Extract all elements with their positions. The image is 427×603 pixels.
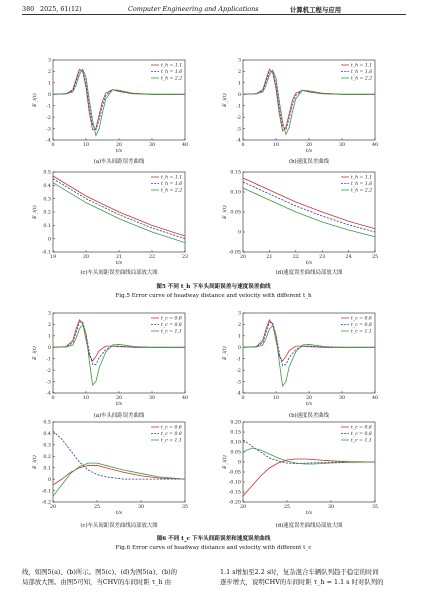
x-tick-label: 30 [137,505,145,510]
y-tick-label: -0.2 [41,500,51,506]
body-line: 局部放大图。由图5可知，当CHV的车间时距 τ_h 由 [22,578,172,586]
y-tick-label: 0.20 [230,420,241,426]
legend-label: t_c = 0.6 [351,316,372,322]
fig6a-svg [32,311,189,407]
x-tick-label: 0 [51,143,55,148]
y-tick-label: -2 [236,115,241,121]
fig5-subcaption-b: (b)速度误差曲线 [288,159,329,165]
fig6c-svg [32,420,189,516]
y-tick-label: 0 [47,345,51,351]
y-tick-label: -0.05 [228,470,241,476]
plot-fig5a [32,58,189,154]
y-tick-label: 0.3 [43,197,51,203]
y-tick-label: -3 [46,127,51,133]
x-tick-label: 0 [51,396,55,401]
x-tick-label: 25 [283,505,291,510]
x-tick-label: 20 [49,505,57,510]
legend-label: t_h = 1.6 [351,182,373,188]
y-tick-label: 2 [237,323,241,329]
plot-fig6c [32,420,189,516]
y-tick-label: -0.10 [228,480,241,486]
journal-title-en: Computer Engineering and Applications [128,5,259,13]
fig6-caption-en: Fig.6 Error curve of headway distance and velocity with different t_c [115,545,312,551]
legend-label: t_h = 2.2 [351,76,373,82]
x-tick-label: 0 [241,396,245,401]
legend-label: t_c = 0.6 [161,316,182,322]
body-line: 线，如图5(a)、(b)所示。图5(c)、(d)为图5(a)、(b)的 [22,568,178,576]
plot-fig6d [222,420,379,516]
y-tick-label: 1 [47,81,51,87]
x-tick-label: 20 [239,505,247,510]
y-tick-label: -3 [46,380,51,386]
x-axis-label: t/s [115,401,123,407]
y-axis-label: E_i(t) [222,93,228,107]
fig5-subcaption-a: (a)车头间距误差曲线 [93,159,145,165]
x-tick-label: 35 [371,505,379,510]
y-axis-label: E_i(t) [32,93,38,107]
x-tick-label: 20 [115,143,123,148]
legend-label: t_c = 0.6 [161,425,182,431]
x-tick-label: 10 [272,396,280,401]
y-tick-label: 0.05 [230,210,241,216]
legend-label: t_h = 2.2 [161,188,183,194]
x-tick-label: 40 [181,396,189,401]
y-tick-label: -2 [46,115,51,121]
fig5-caption-cn: 图5 不同 t_h 下车头间距误差与速度误差曲线 [156,284,271,290]
y-tick-label: 3 [47,58,51,64]
y-tick-label: -4 [236,391,241,397]
fig6-subcaption-c: (c)车头间距误差曲线局部放大图 [80,523,158,529]
x-axis-label: t/s [305,401,313,407]
y-tick-label: 0 [237,92,241,98]
fig6d-svg [222,420,379,516]
running-header [0,0,427,18]
y-tick-label: 0 [237,230,241,236]
plot-fig5d [222,170,379,266]
y-tick-label: 0.4 [43,184,51,190]
x-tick-label: 35 [181,505,189,510]
y-axis-label: E_i(t) [222,455,228,469]
y-tick-label: 0.5 [43,170,51,176]
legend-label: t_c = 0.8 [351,432,372,438]
y-tick-label: 2 [47,70,51,76]
y-tick-label: 0 [47,237,51,243]
y-tick-label: -1 [46,104,51,110]
legend-label: t_h = 1.1 [351,63,373,69]
y-tick-label: 0 [47,92,51,98]
legend-label: t_h = 1.6 [161,182,183,188]
legend-label: t_c = 1.1 [351,329,372,335]
legend-label: t_c = 0.8 [161,323,182,329]
y-tick-label: 0.1 [43,466,51,472]
y-tick-label: 2 [47,323,51,329]
x-tick-label: 10 [272,143,280,148]
x-tick-label: 30 [148,396,156,401]
legend-label: t_c = 0.8 [351,323,372,329]
x-tick-label: 22 [292,255,299,260]
legend-label: t_c = 0.8 [161,432,182,438]
x-tick-label: 23 [181,255,189,260]
y-tick-label: 0.4 [43,432,51,438]
y-tick-label: -1 [236,357,241,363]
x-tick-label: 19 [49,255,57,260]
y-tick-label: 1 [237,334,241,340]
y-tick-label: -0.1 [41,250,51,256]
fig6-subcaption-d: (d)速度误差曲线局部放大图 [275,523,343,529]
x-tick-label: 20 [115,396,123,401]
y-tick-label: 0.10 [230,190,241,196]
fig5a-svg [32,58,189,154]
x-axis-label: t/s [305,260,313,266]
y-tick-label: -0.1 [41,489,51,495]
y-tick-label: -0.20 [228,500,241,506]
plot-fig6a [32,311,189,407]
y-tick-label: 0 [237,460,241,466]
y-tick-label: 0.5 [43,420,51,426]
y-tick-label: -4 [46,391,51,397]
plot-fig5c [32,170,189,266]
legend-label: t_c = 0.6 [351,425,372,431]
x-tick-label: 40 [371,396,379,401]
y-tick-label: 3 [237,58,241,64]
x-axis-label: t/s [115,260,123,266]
body-text-left-column [22,567,177,587]
x-tick-label: 25 [371,255,379,260]
fig5-subcaption-d: (d)速度误差曲线局部放大图 [275,270,343,276]
y-tick-label: 1 [47,334,51,340]
fig5c-svg [32,170,189,266]
body-text-right-column [220,567,384,587]
y-axis-label: E_i(t) [32,455,38,469]
y-tick-label: 2 [237,70,241,76]
fig5b-svg [222,58,379,154]
legend-label: t_h = 1.6 [161,70,183,76]
x-tick-label: 22 [148,255,156,260]
y-axis-label: E_i(t) [32,205,38,219]
x-tick-label: 20 [305,396,313,401]
y-tick-label: 0.2 [43,210,51,216]
fig6-subcaption-a: (a)车头间距误差曲线 [93,413,145,419]
legend-label: t_c = 1.1 [161,438,182,444]
plot-fig6b [222,311,379,407]
fig6-subcaption-b: (b)速度误差曲线 [288,413,329,419]
x-tick-label: 30 [327,505,335,510]
y-tick-label: -2 [46,368,51,374]
y-tick-label: -4 [236,138,241,144]
y-tick-label: -2 [236,368,241,374]
x-axis-label: t/s [115,148,123,154]
x-tick-label: 20 [82,255,90,260]
y-tick-label: -3 [236,127,241,133]
x-tick-label: 10 [82,396,90,401]
header-rule [22,14,406,15]
y-tick-label: 3 [47,311,51,317]
x-tick-label: 30 [338,143,346,148]
fig5-caption-en: Fig.5 Error curve of headway distance and velocity with different t_h [115,293,312,299]
legend-label: t_c = 1.1 [161,329,182,335]
y-tick-label: 0.3 [43,443,51,449]
y-tick-label: 0.15 [230,430,241,436]
x-tick-label: 0 [241,143,245,148]
x-tick-label: 23 [319,255,326,260]
y-tick-label: -1 [46,357,51,363]
x-tick-label: 40 [371,143,379,148]
x-axis-label: t/s [115,510,123,516]
x-tick-label: 30 [148,143,156,148]
x-tick-label: 20 [305,143,313,148]
plot-fig5b [222,58,379,154]
y-tick-label: 3 [237,311,241,317]
fig5d-svg [222,170,379,266]
legend-label: t_h = 1.1 [161,63,183,69]
y-tick-label: -3 [236,380,241,386]
issue-info: 2025, 61(12) [40,5,82,13]
fig6b-svg [222,311,379,407]
x-tick-label: 40 [181,143,189,148]
legend-label: t_h = 2.2 [161,76,183,82]
y-axis-label: E_i(t) [32,346,38,360]
y-tick-label: 0.1 [43,224,51,230]
y-tick-label: 1 [237,81,241,87]
body-line: 逐步增大，说明CHV的车间时距 τ_h = 1.1 s 时对队列的 [220,578,384,586]
legend-label: t_h = 2.2 [351,188,373,194]
x-tick-label: 20 [239,255,247,260]
x-axis-label: t/s [305,510,313,516]
y-tick-label: 0.05 [230,450,241,456]
y-axis-label: E_i(t) [222,205,228,219]
legend-label: t_h = 1.1 [161,175,183,181]
x-tick-label: 24 [345,255,352,260]
y-tick-label: 0 [47,477,51,483]
legend-label: t_h = 1.1 [351,175,373,181]
y-tick-label: -0.15 [228,490,241,496]
page-number: 380 [22,5,35,13]
y-axis-label: E_i(t) [222,346,228,360]
legend-label: t_c = 1.1 [351,438,372,444]
y-tick-label: -1 [236,104,241,110]
y-tick-label: 0.2 [43,454,51,460]
x-tick-label: 21 [115,255,123,260]
journal-title-cn: 计算机工程与应用 [290,6,342,14]
y-tick-label: 0 [237,345,241,351]
x-tick-label: 30 [338,396,346,401]
y-tick-label: -4 [46,138,51,144]
legend-label: t_h = 1.6 [351,70,373,76]
y-tick-label: 0.15 [230,170,241,176]
fig5-subcaption-c: (c)车头间距误差曲线局部放大图 [80,270,158,276]
x-tick-label: 21 [266,255,273,260]
fig6-caption-cn: 图6 不同 t_c 下车头间距误差和速度误差曲线 [156,536,271,542]
x-tick-label: 25 [93,505,101,510]
y-tick-label: -0.05 [228,250,241,256]
x-tick-label: 10 [82,143,90,148]
x-axis-label: t/s [305,148,313,154]
y-tick-label: 0.10 [230,440,241,446]
body-line: 1.1 s增加至2.2 s时，复杂混合车辆队列趋于稳定的时间 [220,568,379,576]
